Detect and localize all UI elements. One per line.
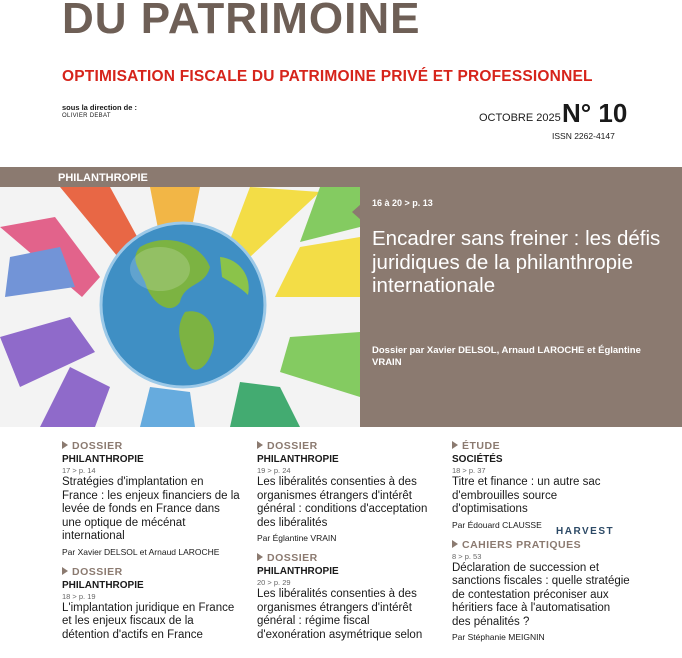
- triangle-icon: [452, 540, 458, 548]
- rubric-label: DOSSIER: [62, 440, 240, 453]
- article-title[interactable]: Stratégies d'implantation en France : les enjeux financiers de la levée de fonds en France dans une optique de mécénat international: [62, 476, 240, 542]
- triangle-icon: [452, 441, 458, 449]
- feature-authors: Dossier par Xavier DELSOL, Arnaud LAROCHE et Églantine VRAIN: [372, 345, 641, 368]
- direction-label: sous la direction de :: [62, 103, 138, 112]
- article-item[interactable]: [62, 440, 240, 558]
- masthead-subtitle: OPTIMISATION FISCALE DU PATRIMOINE PRIVÉ ET PROFESSIONNEL: [62, 68, 593, 85]
- article-author: Par Édouard CLAUSSE: [452, 519, 542, 530]
- issue-date: OCTOBRE 2025 -: [479, 112, 568, 124]
- column-1: [62, 440, 240, 650]
- article-theme: PHILANTHROPIE: [62, 579, 144, 591]
- article-pages: 8 > p. 53: [452, 551, 482, 561]
- article-author: Par Xavier DELSOL et Arnaud LAROCHE: [62, 546, 220, 557]
- feature-pointer: [352, 204, 361, 220]
- article-item[interactable]: [452, 440, 630, 531]
- direction-block: [62, 104, 137, 120]
- article-title[interactable]: Les libéralités consenties à des organismes étrangers d'intérêt général : conditions d'acceptation des libéralités: [257, 476, 428, 529]
- triangle-icon: [257, 441, 263, 449]
- column-3: [452, 440, 630, 651]
- article-theme: PHILANTHROPIE: [257, 566, 339, 577]
- feature-block[interactable]: [0, 167, 682, 427]
- column-2: [257, 440, 435, 650]
- article-theme: SOCIÉTÉS: [452, 454, 503, 465]
- article-author: Par Églantine VRAIN: [257, 533, 337, 543]
- article-theme: PHILANTHROPIE: [257, 454, 339, 465]
- article-item[interactable]: [62, 566, 240, 643]
- article-pages: 17 > p. 14: [62, 466, 96, 475]
- triangle-icon: [62, 567, 68, 575]
- article-pages: 18 > p. 37: [452, 466, 486, 475]
- triangle-icon: [62, 441, 68, 449]
- article-author: Par Stéphanie MEIGNIN: [452, 632, 545, 642]
- article-title[interactable]: Titre et finance : un autre sac d'embrouilles source d'optimisations: [452, 476, 601, 515]
- harvest-logo: HARVEST: [556, 526, 615, 537]
- issue-number: N° 10: [562, 98, 628, 128]
- article-title[interactable]: L'implantation juridique en France et les enjeux fiscaux de la détention d'actifs en France: [62, 601, 235, 641]
- feature-tag: PHILANTHROPIE: [58, 172, 148, 184]
- feature-pages: 16 à 20 > p. 13: [372, 198, 433, 208]
- rubric-label: DOSSIER: [257, 552, 435, 565]
- article-theme: PHILANTHROPIE: [62, 454, 144, 465]
- feature-title[interactable]: Encadrer sans freiner : les défis juridiques de la philanthropie internationale: [372, 227, 661, 297]
- rubric-label: CAHIERS PRATIQUES: [452, 539, 630, 552]
- rubric-label: ÉTUDE: [452, 440, 630, 453]
- masthead-title: DU PATRIMOINE: [62, 0, 421, 43]
- article-title[interactable]: Déclaration de succession et sanctions fiscales : quelle stratégie de contestation préconiser aux héritiers face à l'automatisation des pénalités ?: [452, 561, 630, 628]
- article-item[interactable]: [257, 552, 435, 642]
- article-item[interactable]: [452, 539, 630, 644]
- article-pages: 19 > p. 24: [257, 466, 291, 475]
- rubric-label: DOSSIER: [257, 440, 435, 453]
- issn: ISSN 2262-4147: [552, 131, 615, 141]
- article-pages: 20 > p. 29: [257, 578, 291, 587]
- article-item[interactable]: [257, 440, 435, 544]
- article-title[interactable]: Les libéralités consenties à des organismes étrangers d'intérêt général : régime fiscal d'exonération asymétrique selon: [257, 588, 423, 641]
- article-pages: 18 > p. 19: [62, 591, 96, 601]
- feature-image: [0, 187, 360, 427]
- rubric-label: DOSSIER: [62, 566, 240, 579]
- director-name: OLIVIER DEBAT: [62, 113, 111, 119]
- globe-hands-illustration: [0, 187, 360, 427]
- triangle-icon: [257, 553, 263, 561]
